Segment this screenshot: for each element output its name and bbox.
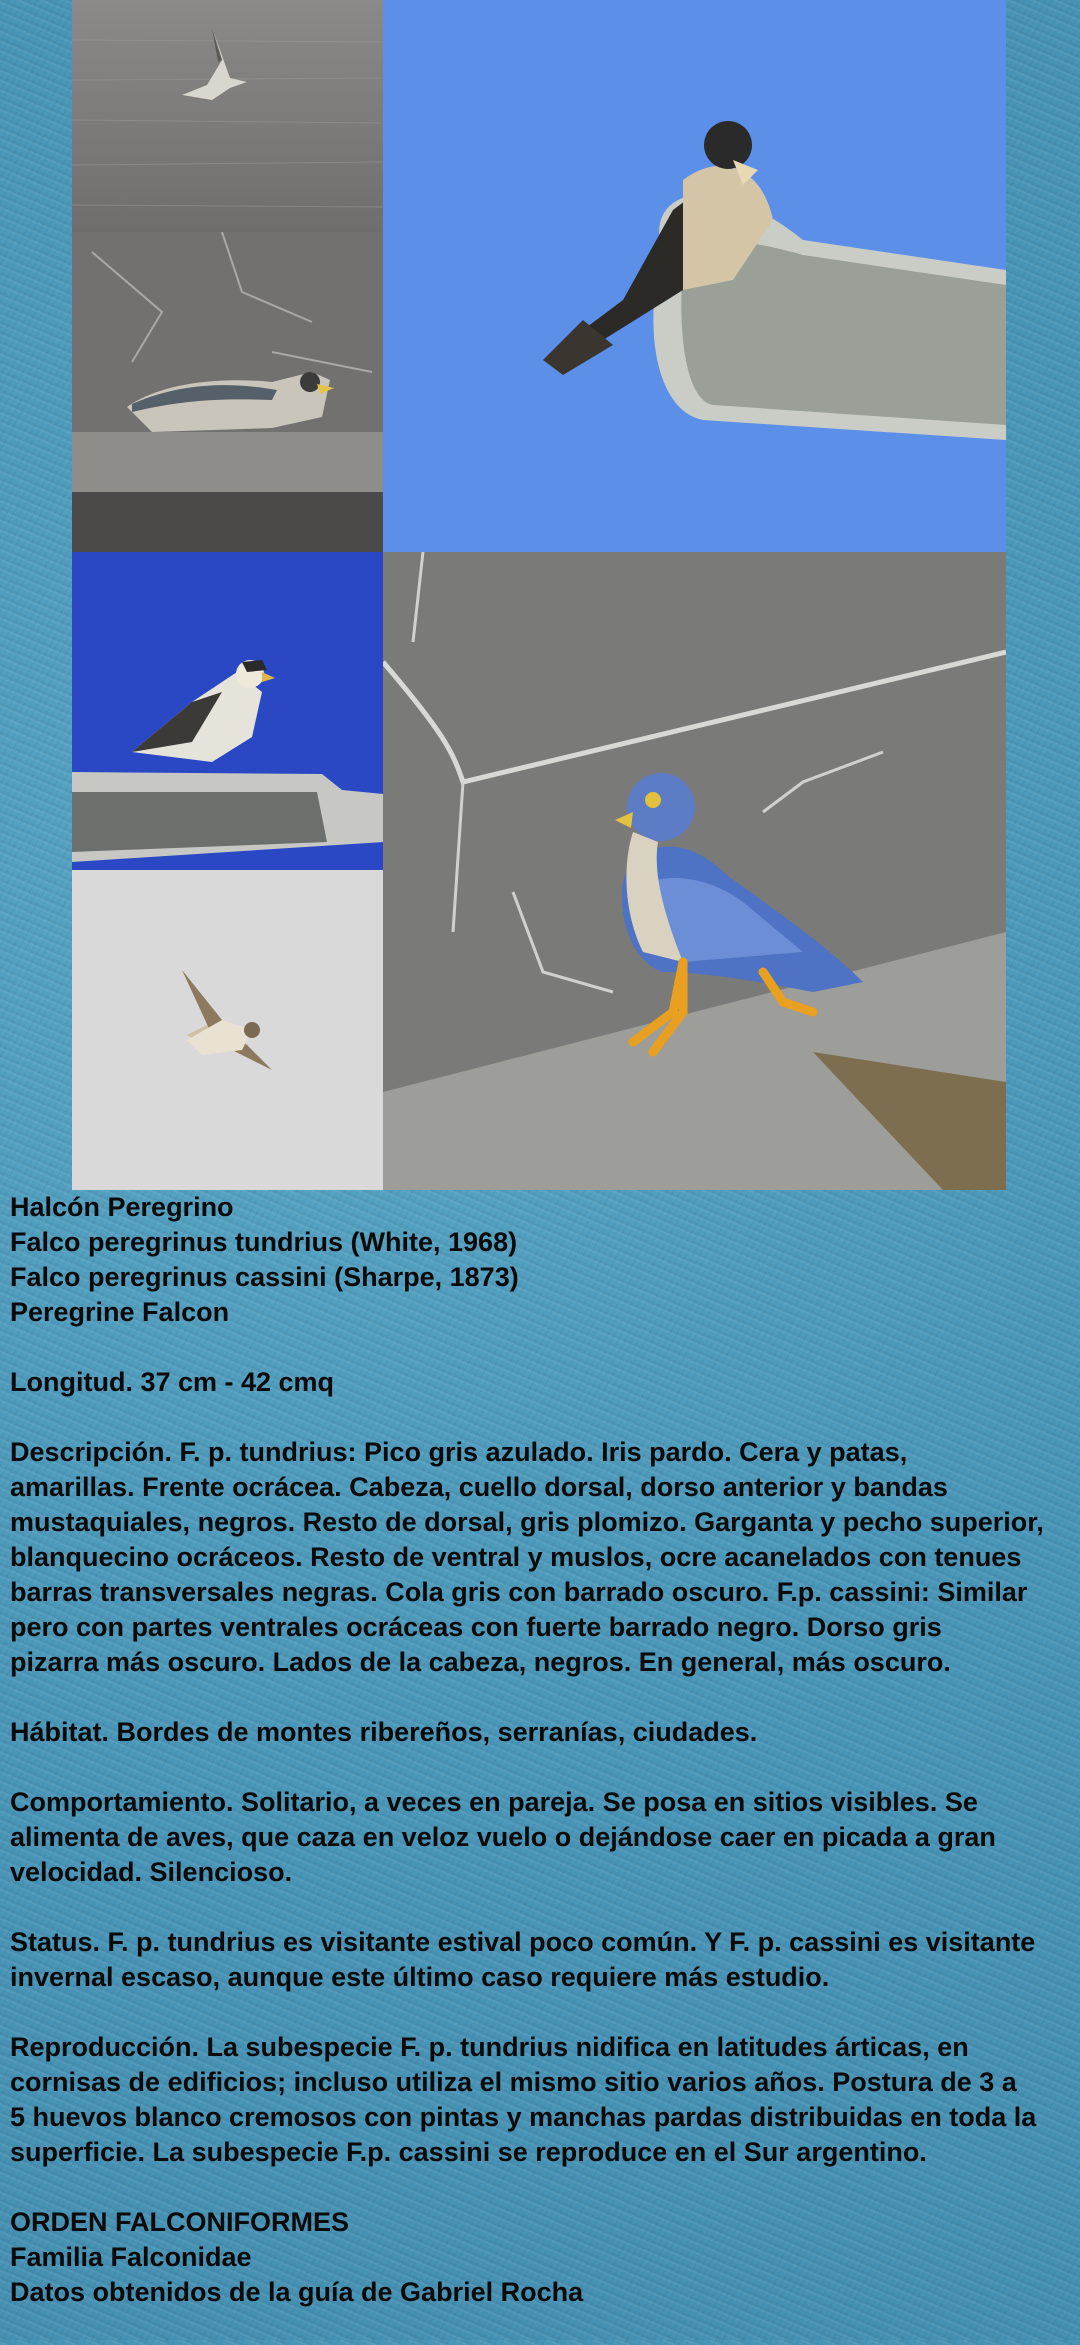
photo-collage: [72, 0, 1006, 1190]
species-description: [10, 1190, 1076, 2345]
reproduction-line: 5 huevos blanco cremosos con pintas y manchas pardas distribuidas en toda la: [10, 2102, 1037, 2132]
photo-falcon-flying-over-water: [72, 0, 383, 232]
description-line: mustaquiales, negros. Resto de dorsal, gris plomizo. Garganta y pecho superior,: [10, 1507, 1044, 1537]
description-line: pizarra más oscuro. Lados de la cabeza, negros. En general, más oscuro.: [10, 1647, 951, 1677]
status-line: Status. F. p. tundrius es visitante estival poco común. Y F. p. cassini es visitante: [10, 1927, 1036, 1957]
description-paragraph: [10, 1435, 1076, 1680]
photo-falcon-resting-on-concrete-ledge: [72, 232, 383, 552]
habitat-paragraph: [10, 1715, 1076, 1750]
species-names: [10, 1190, 1076, 1330]
status-paragraph: [10, 1925, 1076, 1995]
scientific-name-tundrius: Falco peregrinus tundrius (White, 1968): [10, 1227, 518, 1257]
reproduction-line: superficie. La subespecie F.p. cassini se reproduce en el Sur argentino.: [10, 2137, 927, 2167]
behavior-line: velocidad. Silencioso.: [10, 1857, 293, 1887]
scientific-name-cassini: Falco peregrinus cassini (Sharpe, 1873): [10, 1262, 519, 1292]
photo-falcon-perched-on-streetlamp-sky: [383, 0, 1006, 552]
photo-falcon-on-lamp-blue-sky: [72, 552, 383, 870]
common-name-es: Halcón Peregrino: [10, 1192, 234, 1222]
description-line: amarillas. Frente ocrácea. Cabeza, cuello dorsal, dorso anterior y bandas: [10, 1472, 948, 1502]
reproduction-paragraph: [10, 2030, 1076, 2170]
description-line: blanquecino ocráceos. Resto de ventral y muslos, ocre acanelados con tenues: [10, 1542, 1022, 1572]
photo-falcon-soaring-pale-sky: [72, 870, 383, 1190]
status-line: invernal escaso, aunque este último caso requiere más estudio.: [10, 1962, 830, 1992]
behavior-paragraph: [10, 1785, 1076, 1890]
source-text: Datos obtenidos de la guía de Gabriel Rocha: [10, 2277, 584, 2307]
reproduction-line: Reproducción. La subespecie F. p. tundrius nidifica en latitudes árticas, en: [10, 2032, 969, 2062]
common-name-en: Peregrine Falcon: [10, 1297, 230, 1327]
family-text: Familia Falconidae: [10, 2242, 252, 2272]
length-paragraph: [10, 1365, 1076, 1400]
order-text: ORDEN FALCONIFORMES: [10, 2207, 350, 2237]
length-text: Longitud. 37 cm - 42 cmq: [10, 1367, 335, 1397]
behavior-line: Comportamiento. Solitario, a veces en pareja. Se posa en sitios visibles. Se: [10, 1787, 978, 1817]
description-line: Descripción. F. p. tundrius: Pico gris azulado. Iris pardo. Cera y patas,: [10, 1437, 908, 1467]
description-line: barras transversales negras. Cola gris con barrado oscuro. F.p. cassini: Similar: [10, 1577, 1028, 1607]
description-line: pero con partes ventrales ocráceas con fuerte barrado negro. Dorso gris: [10, 1612, 942, 1642]
behavior-line: alimenta de aves, que caza en veloz vuelo o dejándose caer en picada a gran: [10, 1822, 996, 1852]
taxonomy-paragraph: [10, 2205, 1076, 2310]
habitat-text: Hábitat. Bordes de montes ribereños, serranías, ciudades.: [10, 1717, 758, 1747]
reproduction-line: cornisas de edificios; incluso utiliza el mismo sitio varios años. Postura de 3 a: [10, 2067, 1017, 2097]
photo-falcon-on-concrete-wall-large: [383, 552, 1006, 1190]
